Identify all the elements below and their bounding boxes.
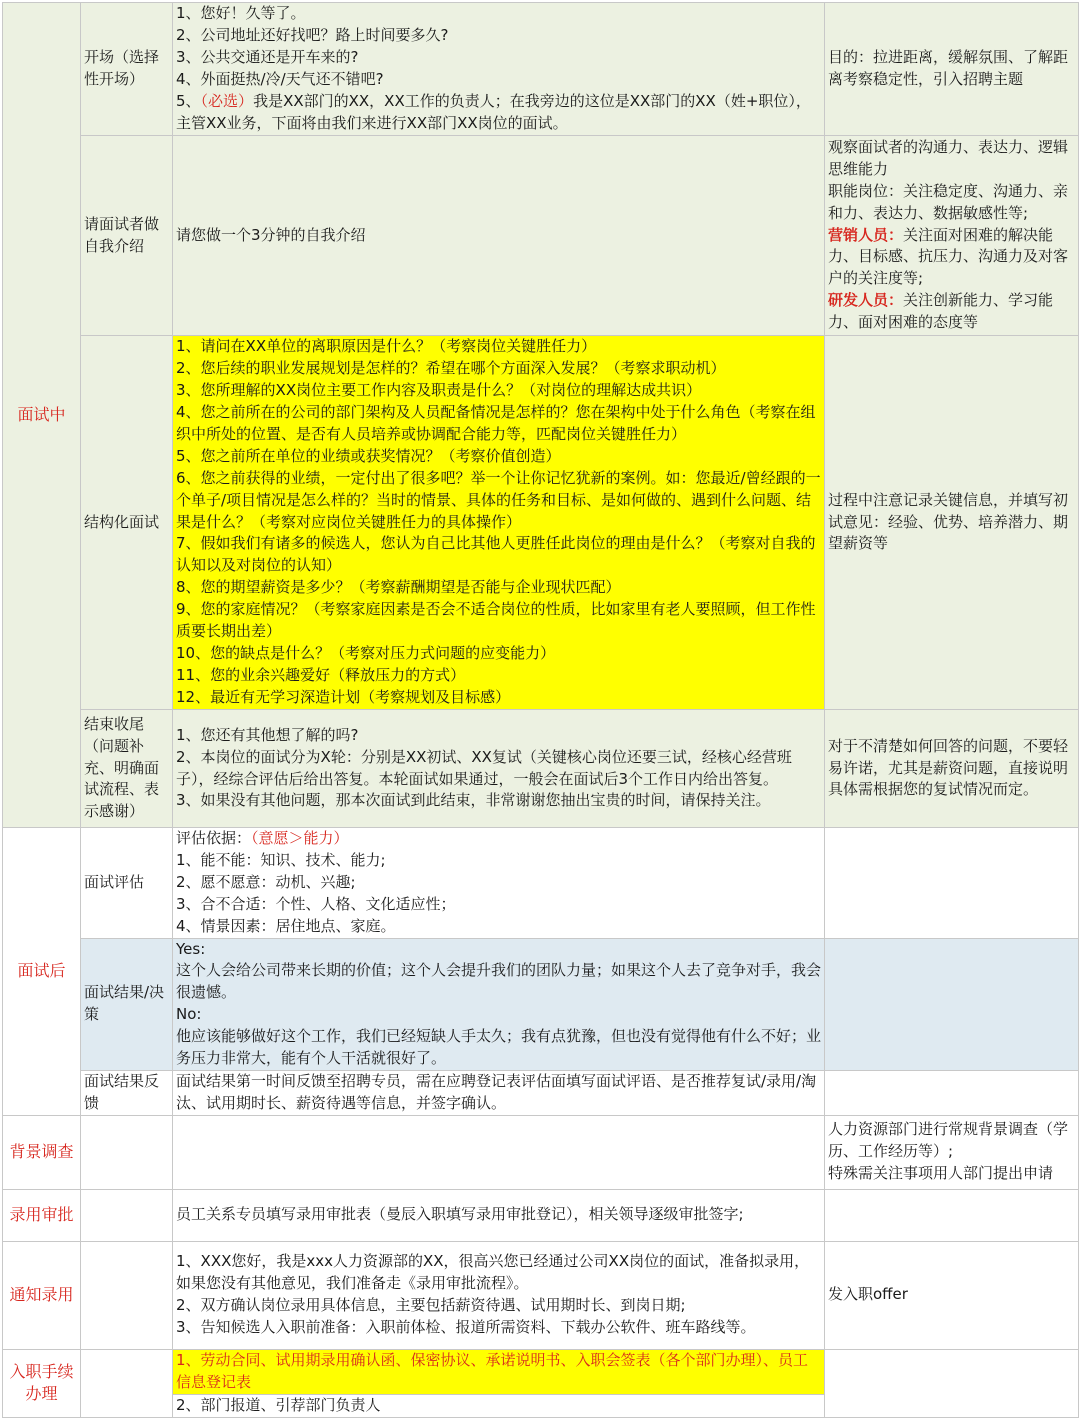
marketing-label: 营销人员： xyxy=(828,225,904,244)
list-item: 1、能不能：知识、技术、能力; xyxy=(176,850,386,869)
onboard-note xyxy=(825,1349,1079,1417)
background-note xyxy=(825,1115,1079,1189)
decision-title: 面试结果/决策 xyxy=(81,938,173,1070)
notify-sub xyxy=(81,1241,173,1349)
list-item: 4、情景因素：居住地点、家庭。 xyxy=(176,916,396,935)
yes-label: Yes: xyxy=(176,939,206,958)
list-item: 4、外面挺热/冷/天气还不错吧? xyxy=(176,70,384,88)
list-item: 5、您之前所在单位的业绩或获奖情况？（考察价值创造） xyxy=(176,446,561,465)
evaluation-note xyxy=(825,828,1079,939)
list-item: 3、告知候选人入职前准备：入职前体检、报道所需资料、下载办公软件、班车路线等。 xyxy=(176,1318,756,1337)
closing-title: 结束收尾（问题补充、明确面试流程、表示感谢） xyxy=(81,710,173,828)
list-item: 8、您的期望薪资是多少？（考察薪酬期望是否能与企业现状匹配） xyxy=(176,578,621,597)
table-row xyxy=(3,710,1079,828)
decision-content xyxy=(173,938,825,1070)
approval-content: 员工关系专员填写录用审批表（曼辰入职填写录用审批登记），相关领导逐级审批签字; xyxy=(173,1189,825,1241)
basis-label: 评估依据： xyxy=(176,829,252,847)
list-item: 3、您所理解的XX岗位主要工作内容及职责是什么？（对岗位的理解达成共识） xyxy=(176,381,702,400)
intro-note-line: 职能岗位：关注稳定度、沟通力、亲和力、表达力、数据敏感性等; xyxy=(828,181,1069,222)
list-item: 2、愿不愿意：动机、兴趣; xyxy=(176,872,356,891)
background-content xyxy=(173,1115,825,1189)
rnd-label: 研发人员： xyxy=(828,291,904,310)
table-row xyxy=(3,828,1079,939)
table-row xyxy=(3,1070,1079,1115)
background-note-line: 人力资源部门进行常规背景调查（学历、工作经历等）; xyxy=(828,1120,1069,1161)
notify-content xyxy=(173,1241,825,1349)
structured-questions xyxy=(173,336,825,710)
list-item: 3、公共交通还是开车来的? xyxy=(176,48,359,67)
table-row xyxy=(3,3,1079,136)
opening-content xyxy=(173,3,825,136)
table-row xyxy=(3,938,1079,1070)
stage-approval: 录用审批 xyxy=(3,1189,81,1241)
approval-note xyxy=(825,1189,1079,1241)
list-item: 4、您之前所在的公司的部门架构及人员配备情况是怎样的？您在架构中处于什么角色（考察在组织中所处的位置、是否有人员培养或协调配合能力等，匹配岗位关键胜任力） xyxy=(176,403,816,443)
stage-notify: 通知录用 xyxy=(3,1241,81,1349)
stage-after: 面试后 xyxy=(3,828,81,1116)
list-item: 1、XXX您好，我是xxx人力资源部的XX，很高兴您已经通过公司XX岗位的面试，准备拟录用，如果您没有其他意见，我们准备走《录用审批流程》。 xyxy=(176,1252,810,1293)
list-item: 2、双方确认岗位录用具体信息，主要包括薪资待遇、试用期时长、到岗日期; xyxy=(176,1296,686,1315)
stage-background: 背景调查 xyxy=(3,1115,81,1189)
list-item: 7、假如我们有诸多的候选人，您认为自己比其他人更胜任此岗位的理由是什么？（考察对自我的认知以及对岗位的认知） xyxy=(176,534,816,575)
background-sub xyxy=(81,1115,173,1189)
onboard-line2: 2、部门报道、引荐部门负责人 xyxy=(173,1394,825,1417)
list-item: 9、您的家庭情况？（考察家庭因素是否会不适合岗位的性质，比如家里有老人要照顾，但工作性质要长期出差） xyxy=(176,600,816,641)
table-row xyxy=(3,336,1079,710)
list-item xyxy=(176,828,821,850)
list-item: 2、本岗位的面试分为X轮：分别是XX初试、XX复试（关键核心岗位还要三试，经核心经营班子），经综合评估后给出答复。本轮面试如果通过，一般会在面试后3个工作日内给出答复。 xyxy=(176,747,792,788)
structured-note: 过程中注意记录关键信息，并填写初试意见：经验、优势、培养潜力、期望薪资等 xyxy=(825,336,1079,710)
list-item: 3、合不合适：个性、人格、文化适应性； xyxy=(176,894,456,913)
intro-title: 请面试者做自我介绍 xyxy=(81,136,173,336)
list-item: 2、公司地址还好找吧？路上时间要多久? xyxy=(176,26,449,45)
feedback-content: 面试结果第一时间反馈至招聘专员，需在应聘登记表评估面填写面试评语、是否推荐复试/录用/淘汰、试用期时长、薪资待遇等信息，并签字确认。 xyxy=(173,1070,825,1115)
approval-sub xyxy=(81,1189,173,1241)
table-row xyxy=(3,1349,1079,1394)
line5-prefix: 5、 xyxy=(176,91,201,110)
list-item: 1、您好！久等了。 xyxy=(176,4,306,23)
interview-process-table xyxy=(2,2,1079,1418)
table-row xyxy=(3,136,1079,336)
list-item xyxy=(176,91,821,135)
onboard-line1: 1、劳动合同、试用期录用确认函、保密协议、承诺说明书、入职会签表（各个部门办理）、员工信息登记表 xyxy=(173,1349,825,1394)
table-row xyxy=(3,1241,1079,1349)
list-item: 1、您还有其他想了解的吗? xyxy=(176,725,359,744)
opening-note: 目的：拉进距离，缓解氛围、了解距离考察稳定性，引入招聘主题 xyxy=(825,3,1079,136)
closing-note: 对于不清楚如何回答的问题，不要轻易许诺，尤其是薪资问题，直接说明具体需根据您的复试情况而定。 xyxy=(825,710,1079,828)
intro-note-line xyxy=(828,290,1075,334)
yes-text: 这个人会给公司带来长期的价值；这个人会提升我们的团队力量；如果这个人去了竞争对手，我会很遗憾。 xyxy=(176,961,822,1002)
list-item: 6、您之前获得的业绩，一定付出了很多吧？举一个让你记忆犹新的案例。如：您最近/曾经跟的一个单子/项目情况是怎么样的？当时的情景、具体的任务和目标、是如何做的、遇到什么问题、结果是什么？（考察对应岗位关键胜任力的具体操作） xyxy=(176,468,821,531)
basis-tag: （意愿＞能力） xyxy=(251,829,349,847)
onboard-sub xyxy=(81,1349,173,1417)
intro-note-line: 观察面试者的沟通力、表达力、逻辑思维能力 xyxy=(828,137,1069,178)
no-text: 他应该能够做好这个工作，我们已经短缺人手太久；我有点犹豫，但也没有觉得他有什么不好；业务压力非常大，能有个人干活就很好了。 xyxy=(176,1027,822,1068)
line5-text: 我是XX部门的XX，XX工作的负责人；在我旁边的这位是XX部门的XX（姓+职位），主管XX业务，下面将由我们来进行XX部门XX岗位的面试。 xyxy=(176,91,811,132)
rnd-text: 关注创新能力、学习能力、面对困难的态度等 xyxy=(828,291,1054,332)
table-row xyxy=(3,1189,1079,1241)
evaluation-title: 面试评估 xyxy=(81,828,173,939)
opening-title: 开场（选择性开场） xyxy=(81,3,173,136)
closing-content xyxy=(173,710,825,828)
structured-title: 结构化面试 xyxy=(81,336,173,710)
list-item: 11、您的业余兴趣爱好（释放压力的方式） xyxy=(176,665,466,684)
list-item: 10、您的缺点是什么？（考察对压力式问题的应变能力） xyxy=(176,643,556,662)
stage-onboard: 入职手续办理 xyxy=(3,1349,81,1417)
background-note-line: 特殊需关注事项用人部门提出申请 xyxy=(828,1164,1054,1183)
table-row xyxy=(3,1115,1079,1189)
marketing-text: 关注面对困难的解决能力、目标感、抗压力、沟通力及对客户的关注度等; xyxy=(828,225,1069,288)
list-item: 2、您后续的职业发展规划是怎样的？希望在哪个方面深入发展？（考察求职动机） xyxy=(176,359,726,378)
no-label: No: xyxy=(176,1005,202,1024)
evaluation-content xyxy=(173,828,825,939)
intro-note xyxy=(825,136,1079,336)
stage-during: 面试中 xyxy=(3,3,81,828)
intro-note-line xyxy=(828,225,1075,291)
list-item: 12、最近有无学习深造计划（考察规划及目标感） xyxy=(176,687,511,706)
list-item: 1、请问在XX单位的离职原因是什么？（考察岗位关键胜任力） xyxy=(176,337,597,356)
list-item: 3、如果没有其他问题，那本次面试到此结束，非常谢谢您抽出宝贵的时间，请保持关注。 xyxy=(176,791,771,810)
intro-content: 请您做一个3分钟的自我介绍 xyxy=(173,136,825,336)
feedback-note xyxy=(825,1070,1079,1115)
notify-note: 发入职offer xyxy=(825,1241,1079,1349)
required-tag: （必选） xyxy=(200,91,254,110)
feedback-title: 面试结果反馈 xyxy=(81,1070,173,1115)
decision-note xyxy=(825,938,1079,1070)
